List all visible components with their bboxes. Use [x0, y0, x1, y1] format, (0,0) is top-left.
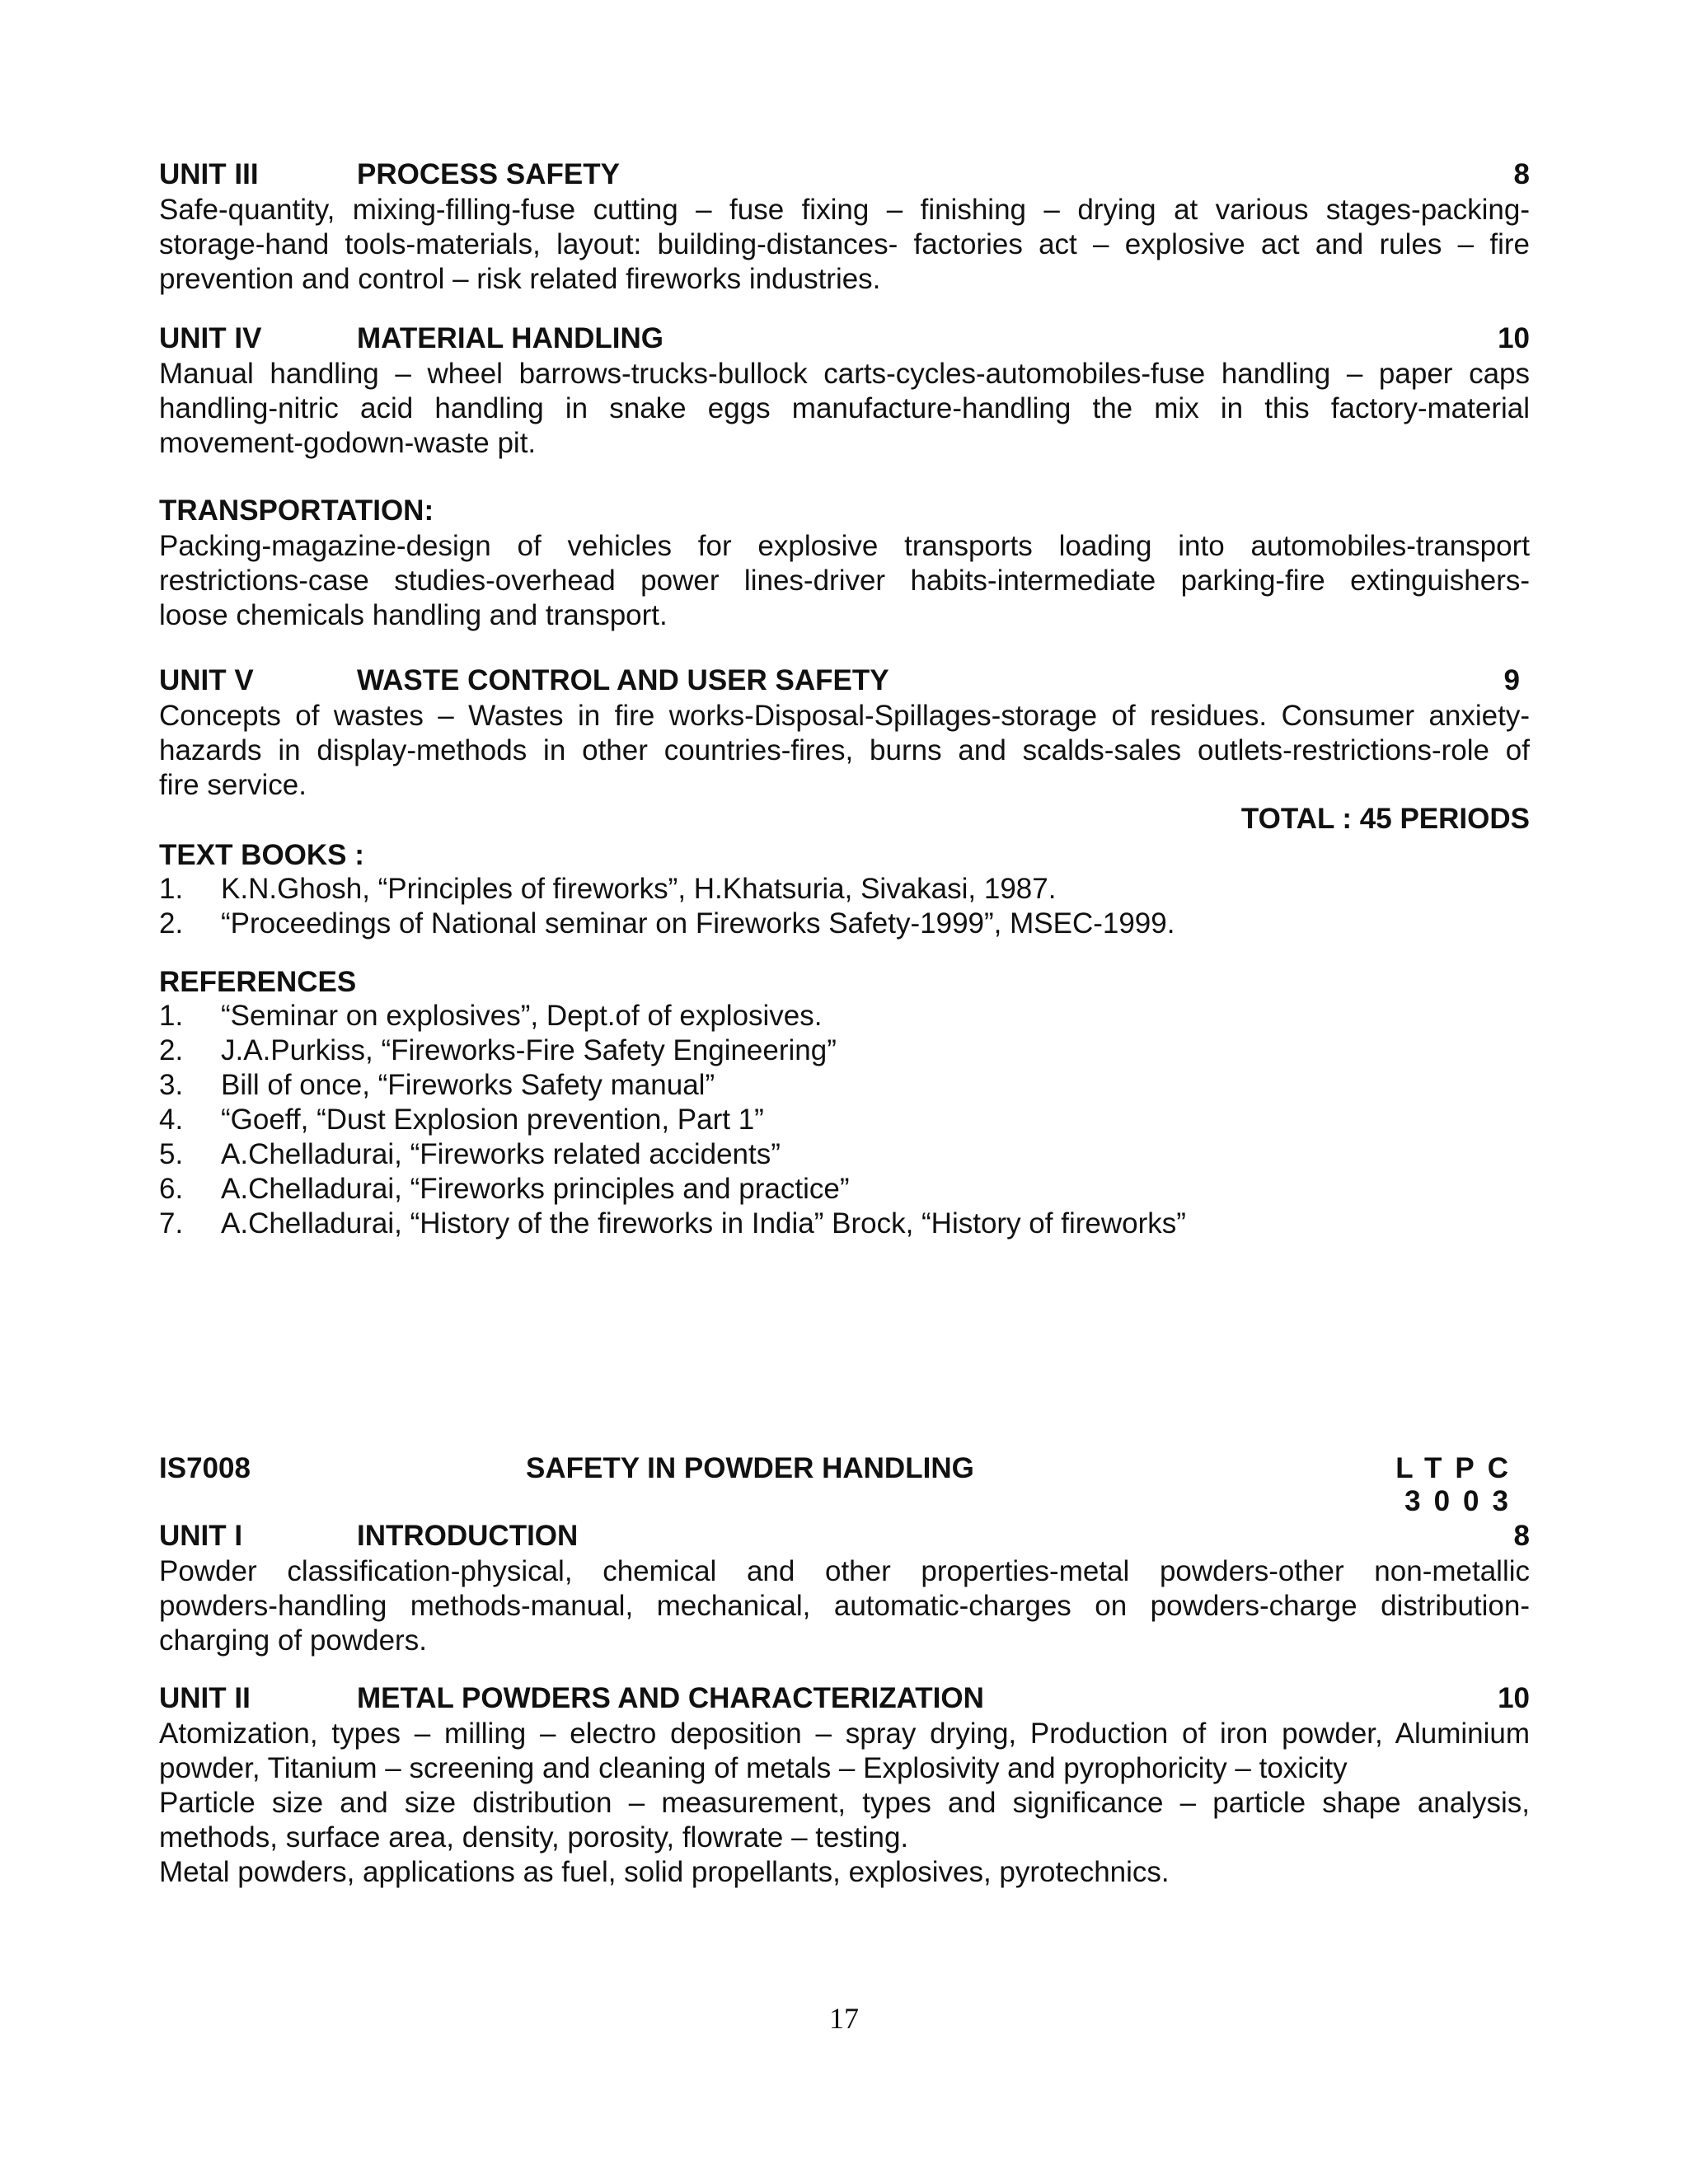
unit-1-title: INTRODUCTION: [357, 1520, 579, 1552]
list-item-number: 4.: [159, 1104, 184, 1136]
unit-1-line: powders-handling methods-manual, mechanical, automatic-charges on powders-charge distribution-: [159, 1590, 1530, 1622]
unit-1-label: UNIT I: [159, 1520, 243, 1552]
ltpc-labels: LTPC: [1395, 1452, 1522, 1484]
unit-1-header: [159, 1518, 1530, 1554]
transportation-heading: TRANSPORTATION:: [159, 494, 434, 527]
list-item-text: Bill of once, “Fireworks Safety manual”: [221, 1069, 715, 1101]
list-item-text: A.Chelladurai, “Fireworks related accidents”: [221, 1138, 781, 1170]
list-item: [159, 999, 1530, 1033]
total-periods: TOTAL : 45 PERIODS: [1240, 803, 1530, 835]
references-heading: REFERENCES: [159, 966, 357, 998]
course-title: SAFETY IN POWDER HANDLING: [526, 1452, 974, 1484]
unit-3-label: UNIT III: [159, 158, 259, 190]
unit-2-line: Metal powders, applications as fuel, solid propellants, explosives, pyrotechnics.: [159, 1856, 1170, 1888]
textbooks-list: [159, 872, 1530, 941]
list-item: [159, 1033, 1530, 1068]
transportation-line: loose chemicals handling and transport.: [159, 599, 668, 631]
unit-5-description: [159, 699, 1530, 803]
unit-3-line: storage-hand tools-materials, layout: building-distances- factories act – explosive act and rules – fire: [159, 228, 1530, 260]
list-item: [159, 1103, 1530, 1137]
page-number: 17: [829, 2002, 859, 2035]
unit-4-line: Manual handling – wheel barrows-trucks-bullock carts-cycles-automobiles-fuse handling – paper caps: [159, 358, 1530, 390]
list-item-number: 2.: [159, 1034, 184, 1066]
list-item-text: A.Chelladurai, “History of the fireworks in India” Brock, “History of fireworks”: [221, 1207, 1186, 1240]
transportation-line: Packing-magazine-design of vehicles for explosive transports loading into automobiles-transport: [159, 530, 1530, 562]
list-item: [159, 1207, 1530, 1241]
unit-3-header: [159, 157, 1530, 193]
list-item-text: J.A.Purkiss, “Fireworks-Fire Safety Engineering”: [221, 1034, 837, 1066]
list-item-number: 1.: [159, 873, 184, 905]
list-item: [159, 1172, 1530, 1207]
unit-2-line: Particle size and size distribution – measurement, types and significance – particle shape analysis,: [159, 1787, 1530, 1819]
course-header: [159, 1451, 1530, 1487]
unit-1-line: charging of powders.: [159, 1624, 427, 1657]
unit-3-line: prevention and control – risk related fireworks industries.: [159, 263, 881, 295]
unit-4-header: [159, 321, 1530, 357]
unit-4-hours: 10: [1498, 322, 1530, 354]
list-item: [159, 1068, 1530, 1103]
unit-3-title: PROCESS SAFETY: [357, 158, 620, 190]
list-item: [159, 1137, 1530, 1172]
ltpc-values: 3003: [1404, 1485, 1522, 1517]
list-item-text: K.N.Ghosh, “Principles of fireworks”, H.Khatsuria, Sivakasi, 1987.: [221, 873, 1057, 905]
list-item-text: “Proceedings of National seminar on Fireworks Safety-1999”, MSEC-1999.: [221, 907, 1175, 940]
unit-3-line: Safe-quantity, mixing-filling-fuse cutting – fuse fixing – finishing – drying at various stages-packing-: [159, 194, 1530, 226]
unit-5-label: UNIT V: [159, 664, 254, 696]
unit-5-line: Concepts of wastes – Wastes in fire works-Disposal-Spillages-storage of residues. Consumer anxiety-: [159, 700, 1530, 732]
unit-4-title: MATERIAL HANDLING: [357, 322, 664, 354]
unit-5-line: hazards in display-methods in other countries-fires, burns and scalds-sales outlets-restrictions-role of: [159, 734, 1530, 766]
list-item-text: “Seminar on explosives”, Dept.of of explosives.: [221, 1000, 823, 1032]
list-item-number: 7.: [159, 1207, 184, 1240]
unit-2-header: [159, 1680, 1530, 1717]
unit-3-hours: 8: [1513, 158, 1530, 190]
list-item-number: 5.: [159, 1138, 184, 1170]
list-item-number: 2.: [159, 907, 184, 940]
unit-4-line: movement-godown-waste pit.: [159, 427, 537, 459]
unit-2-line: powder, Titanium – screening and cleaning of metals – Explosivity and pyrophoricity – toxicity: [159, 1752, 1348, 1784]
unit-2-title: METAL POWDERS AND CHARACTERIZATION: [357, 1682, 984, 1714]
unit-3-description: [159, 193, 1530, 297]
unit-4-description: [159, 357, 1530, 461]
course-code: IS7008: [159, 1452, 251, 1484]
unit-4-label: UNIT IV: [159, 322, 262, 354]
list-item-number: 3.: [159, 1069, 184, 1101]
unit-2-hours: 10: [1498, 1682, 1530, 1714]
references-list: [159, 999, 1530, 1241]
list-item-text: “Goeff, “Dust Explosion prevention, Part 1”: [221, 1104, 764, 1136]
unit-5-title: WASTE CONTROL AND USER SAFETY: [357, 664, 889, 696]
list-item-text: A.Chelladurai, “Fireworks principles and practice”: [221, 1173, 850, 1205]
list-item-number: 1.: [159, 1000, 184, 1032]
list-item-number: 6.: [159, 1173, 184, 1205]
unit-5-line: fire service.: [159, 769, 307, 801]
unit-5-header: [159, 663, 1530, 699]
unit-2-line: Atomization, types – milling – electro deposition – spray drying, Production of iron powder, Aluminium: [159, 1718, 1530, 1750]
list-item: [159, 907, 1530, 941]
unit-4-line: handling-nitric acid handling in snake eggs manufacture-handling the mix in this factory-material: [159, 392, 1530, 424]
unit-1-hours: 8: [1513, 1520, 1530, 1552]
unit-1-line: Powder classification-physical, chemical and other properties-metal powders-other non-metallic: [159, 1555, 1530, 1587]
unit-2-label: UNIT II: [159, 1682, 251, 1714]
textbooks-heading: TEXT BOOKS :: [159, 839, 364, 871]
unit-5-hours: 9: [1503, 664, 1520, 696]
transportation-line: restrictions-case studies-overhead power lines-driver habits-intermediate parking-fire extinguishers-: [159, 565, 1530, 597]
unit-2-description: [159, 1717, 1530, 1890]
list-item: [159, 872, 1530, 907]
unit-1-description: [159, 1554, 1530, 1658]
unit-2-line: methods, surface area, density, porosity, flowrate – testing.: [159, 1821, 909, 1854]
transportation-description: [159, 529, 1530, 633]
